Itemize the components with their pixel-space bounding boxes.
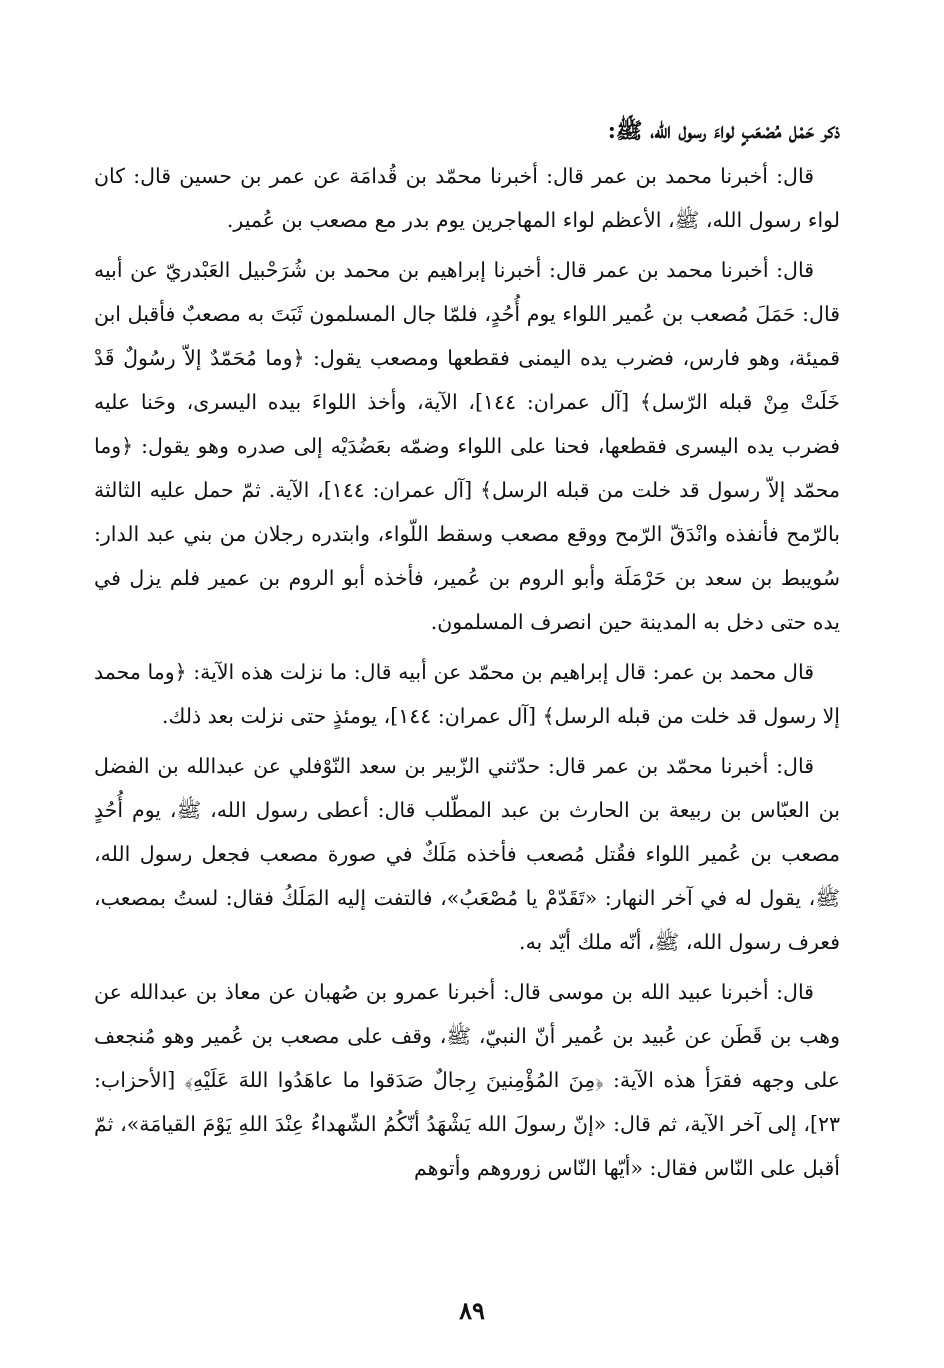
- section-heading: ذكر حَمْل مُصْعَبٍ لواءَ رسول الله، ﷺ:: [607, 118, 840, 144]
- paragraph-verse-revelation: قال محمد بن عمر: قال إبراهيم بن محمّد عن أبيه قال: ما نزلت هذه الآية: ﴿وما محمد إلا رسول قد خلت من قبله الرسل﴾ [آل عمران: ١٤٤]، يومئذٍ حتى نزلت بعد ذلك.: [94, 660, 840, 728]
- paragraph-mussab-banner-badr: قال: أخبرنا محمد بن عمر قال: أخبرنا محمّد بن قُدامَة عن عمر بن حسين قال: كان لواء رسول الله، ﷺ، الأعظم لواء المهاجرين يوم بدر مع مصعب بن عُمير.: [94, 164, 840, 232]
- paragraph-mussab-uhud: قال: أخبرنا محمد بن عمر قال: أخبرنا إبراهيم بن محمد بن شُرَحْبيل العَبْدريّ عن أبيه قال: حَمَلَ مُصعب بن عُمير اللواء يوم أُحُدٍ، فلمّا جال المسلمون ثَبَتَ به مصعبٌ فأقبل ابن قميئة، وهو فارس، فضرب يده اليمنى فقطعها ومصعب يقول: ﴿وما مُحَمّدٌ إلاّ رسُولٌ قَدْ خَلَتْ مِنْ قبله الرّسل﴾ [آل عمران: ١٤٤]، الآية، وأخذ اللواءَ بيده اليسرى، وحَنا عليه فضرب يده اليسرى فقطعها، فحنا على اللواء وضمّه بعَضُدَيْه إلى صدره وهو يقول: ﴿وما محمّد إلاّ رسول قد خلت من قبله الرسل﴾ [آل عمران: ١٤٤]، الآية. ثمّ حمل عليه الثالثة بالرّمح فأنفذه وانْدَقّ الرّمح ووقع مصعب وسقط اللّواء، وابتدره رجلان من بني عبد الدار: سُويبط بن سعد بن حَرْمَلَة وأبو الروم بن عُمير، فأخذه أبو الروم بن عمير فلم يزل في يده حتى دخل به المدينة حين انصرف المسلمون.: [94, 258, 840, 634]
- paragraph-prophet-visits: قال: أخبرنا عبيد الله بن موسى قال: أخبرنا عمرو بن صُهبان عن معاذ بن عبدالله عن وهب بن قَطَن عن عُبيد بن عُمير أنّ النبيّ، ﷺ، وقف على مصعب بن عُمير وهو مُنجعف على وجهه فقرَأ هذه الآية: ﴿مِنَ المُؤْمِنينَ رِجالٌ صَدَقوا ما عاهَدُوا اللهَ عَلَيْهِ﴾ [الأحزاب: ٢٣]، إلى آخر الآية، ثم قال: «إنّ رسولَ الله يَشْهَدُ أنّكُمُ الشّهداءُ عِنْدَ اللهِ يَوْمَ القيامَة»، ثمّ أقبل على النّاس فقال: «أيّها النّاس زوروهم وأتوهم: [94, 980, 840, 1180]
- paragraph-angel-in-form: قال: أخبرنا محمّد بن عمر قال: حدّثني الزّبير بن سعد النّوْفلي عن عبدالله بن الفضل بن العبّاس بن ربيعة بن الحارث بن عبد المطّلب قال: أعطى رسول الله، ﷺ، يوم أُحُدٍ مصعب بن عُمير اللواء فقُتل مُصعب فأخذه مَلَكٌ في صورة مصعب فجعل رسول الله، ﷺ، يقول له في آخر النهار: «تَقَدّمْ يا مُصْعَبُ»، فالتفت إليه المَلَكُ فقال: لستُ بمصعب، فعرف رسول الله، ﷺ، أنّه ملك أيّد به.: [94, 754, 840, 954]
- page-body: [94, 108, 840, 1190]
- page-number: ٨٩: [459, 1296, 485, 1325]
